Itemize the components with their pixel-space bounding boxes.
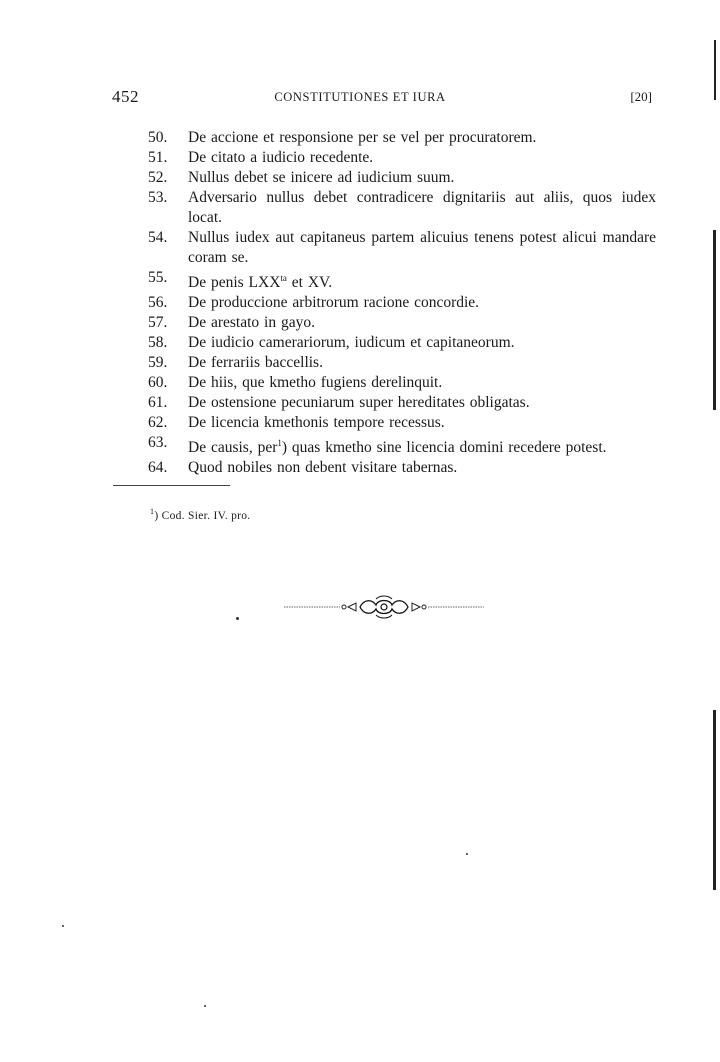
entry-number: 63.	[148, 434, 168, 452]
entry-text: De ferrariis baccellis.	[188, 354, 323, 372]
entry-text-part: De causis, per	[188, 439, 278, 457]
entry-number: 57.	[148, 314, 168, 332]
superscript: ta	[280, 273, 287, 283]
list-item	[148, 413, 656, 433]
sheet-number: [20]	[630, 89, 652, 104]
entry-number: 58.	[148, 334, 168, 352]
list-item	[148, 293, 656, 313]
list-item	[148, 353, 656, 373]
entry-text: De licencia kmethonis tempore recessus.	[188, 414, 445, 432]
entry-text: Nullus iudex aut capitaneus partem alicuius tenens potest alicui mandare coram se.	[188, 229, 656, 266]
entry-text: Nullus debet se inicere ad iudicium suum.	[188, 169, 455, 186]
list-item	[148, 433, 656, 458]
entry-text-part: et XV.	[286, 274, 333, 292]
entry-number: 53.	[148, 189, 168, 206]
list-item	[148, 333, 656, 353]
entry-text: De produccione arbitrorum racione concordie.	[188, 294, 480, 312]
floral-ornament-divider-icon	[284, 595, 484, 619]
entry-number: 60.	[148, 374, 168, 392]
scan-edge-mark	[714, 40, 716, 100]
running-title: CONSTITUTIONES ET IURA	[274, 90, 446, 104]
list-item	[148, 373, 656, 393]
ink-speck	[236, 617, 239, 620]
entry-number: 50.	[148, 129, 168, 146]
entry-text: De citato a iudicio recedente.	[188, 149, 374, 166]
entry-text-part: De penis LXX	[188, 274, 281, 292]
chapter-list	[148, 128, 656, 478]
page-number: 452	[112, 87, 139, 106]
list-item	[148, 128, 656, 148]
entry-number: 56.	[148, 294, 168, 312]
entry-number: 64.	[148, 459, 168, 477]
list-item	[148, 148, 656, 168]
footnote-marker: 1	[150, 507, 155, 516]
entry-text: De hiis, que kmetho fugiens derelinquit.	[188, 374, 443, 392]
footnote-text: ) Cod. Sier. IV. pro.	[154, 509, 251, 522]
list-item	[148, 188, 656, 228]
entry-text	[188, 268, 656, 293]
entry-number: 52.	[148, 169, 168, 186]
scan-edge-mark	[713, 710, 716, 890]
list-item	[148, 458, 656, 478]
entry-text: De accione et responsione per se vel per procuratorem.	[188, 129, 537, 146]
entry-number: 62.	[148, 414, 168, 432]
list-item	[148, 228, 656, 268]
entry-text: De arestato in gayo.	[188, 314, 315, 332]
list-item	[148, 268, 656, 293]
entry-text: De ostensione pecuniarum super hereditates obligatas.	[188, 394, 530, 412]
entry-number: 59.	[148, 354, 168, 372]
ink-speck	[62, 925, 64, 927]
ink-speck	[204, 1005, 206, 1007]
entry-number: 61.	[148, 394, 168, 412]
entry-text: Adversario nullus debet contradicere dignitariis aut aliis, quos iudex locat.	[188, 189, 656, 226]
entry-number: 51.	[148, 149, 168, 166]
entry-text-part: ) quas kmetho sine licencia domini recedere potest.	[281, 439, 607, 457]
entry-text: De iudicio camerariorum, iudicum et capitaneorum.	[188, 334, 515, 352]
entry-number: 54.	[148, 229, 168, 246]
entry-text: Quod nobiles non debent visitare tabernas.	[188, 459, 458, 477]
footnote-divider	[113, 485, 230, 486]
entry-number: 55.	[148, 269, 168, 286]
list-item	[148, 313, 656, 333]
scan-edge-mark	[713, 230, 716, 410]
ink-speck	[466, 853, 468, 855]
list-item	[148, 168, 656, 188]
footnote	[150, 507, 250, 522]
list-item	[148, 393, 656, 413]
footnote-reference: 1	[277, 438, 282, 449]
entry-text	[188, 433, 656, 458]
